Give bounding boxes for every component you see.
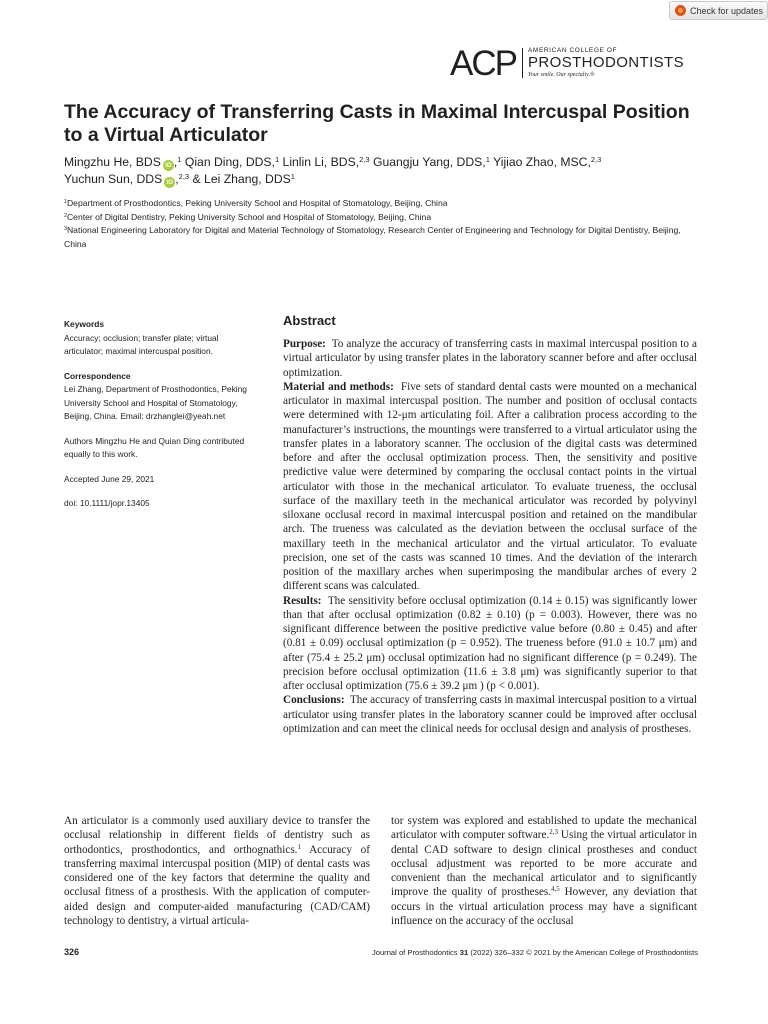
citation-details: (2022) 326–332 © 2021 by the American College of Prosthodontists bbox=[470, 948, 698, 957]
conclusions-label: Conclusions: bbox=[283, 694, 345, 707]
abstract-conclusions bbox=[283, 693, 697, 736]
abstract-body bbox=[283, 337, 697, 736]
author-name: Mingzhu He, BDS bbox=[64, 155, 161, 169]
doi-link[interactable]: doi: 10.1111/jopr.13405 bbox=[64, 498, 150, 508]
affiliation-text: Department of Prosthodontics, Peking University School and Hospital of Stomatology, Beijing, China bbox=[66, 198, 448, 208]
keywords-text: Accuracy; occlusion; transfer plate; virtual articulator; maximal intercuspal position. bbox=[64, 332, 219, 356]
orcid-icon[interactable]: iD bbox=[164, 177, 175, 188]
affiliation-text: Center of Digital Dentistry, Peking University School and Hospital of Stomatology, Beijing, China bbox=[66, 211, 432, 222]
logo-divider bbox=[522, 48, 523, 78]
orcid-icon[interactable]: iD bbox=[163, 160, 174, 171]
body-column-right bbox=[391, 814, 697, 928]
correspondence-heading: Correspondence bbox=[64, 370, 131, 381]
correspondence-block bbox=[64, 370, 254, 424]
purpose-label: Purpose: bbox=[283, 338, 326, 350]
logo-college: AMERICAN COLLEGE OF bbox=[528, 47, 618, 54]
check-for-updates-label: Check for updates bbox=[690, 5, 764, 16]
conclusions-text: The accuracy of transferring casts in maximal intercuspal position to a virtual articulator using transfer plates in the laboratory scanner could be improved after occlusal optimization and can meet the clinical needs for occlusal design and analysis of prostheses. bbox=[283, 694, 697, 735]
logo-name: PROSTHODONTISTS bbox=[528, 54, 685, 71]
logo-tagline: Your smile. Our specialty.® bbox=[528, 72, 595, 78]
author-affiliation-sup: 2,3 bbox=[359, 154, 370, 164]
abstract-methods bbox=[283, 380, 697, 594]
affiliation-text: National Engineering Laboratory for Digital and Material Technology of Stomatology, Research Center of Engineering and Technology for Digital Dentistry, Beijing, China bbox=[64, 225, 681, 250]
crossmark-icon bbox=[675, 5, 686, 16]
body-text: However, any deviation that occurs in the virtual articulation process may have a significant influence on the accuracy of the occlusal bbox=[391, 886, 697, 927]
author-affiliation-sup: 1 bbox=[274, 154, 280, 164]
logo-mark: ACP bbox=[450, 44, 516, 83]
body-column-left bbox=[64, 814, 370, 928]
author-affiliation-sup: 1 bbox=[177, 154, 182, 164]
journal-volume: 31 bbox=[459, 948, 469, 957]
abstract-purpose bbox=[283, 337, 697, 380]
affiliation-list bbox=[64, 197, 704, 252]
keywords-heading: Keywords bbox=[64, 319, 105, 329]
equal-contribution-note: Authors Mingzhu He and Quian Ding contributed equally to this work. bbox=[64, 435, 245, 459]
abstract-heading: Abstract bbox=[283, 313, 336, 328]
article-sidebar bbox=[64, 318, 254, 522]
reference-sup[interactable]: 1 bbox=[297, 842, 301, 851]
author-name: Qian Ding, DDS, bbox=[184, 155, 275, 169]
affiliation bbox=[64, 224, 704, 251]
journal-name: Journal of Prosthodontics bbox=[371, 948, 458, 957]
footer-citation bbox=[372, 948, 698, 957]
body-text: Using the virtual articulator in dental CAD software to design clinical prostheses and conduct occlusal adjustment was reported to be more accurate and convenient than the mechanical articulator and to significantly improve the quality of prostheses. bbox=[391, 829, 697, 899]
author-name: & Lei Zhang, DDS bbox=[192, 172, 291, 186]
reference-sup[interactable]: 4,5 bbox=[551, 885, 560, 894]
author-affiliation-sup: 1 bbox=[485, 154, 490, 164]
body-text: tor system was explored and established to update the mechanical articulator with computer software. bbox=[391, 815, 697, 842]
keywords-block bbox=[64, 318, 254, 359]
methods-text: Five sets of standard dental casts were mounted on a mechanical articulator in maximal intercuspal position. The number and position of occlusal contacts were determined with 12-μm articulating foil. After a calibration process according to the manufacturer’s instructions, the mountings were transferred to a virtual articulator using the transfer plates in a laboratory scanner. The occlusion of the digital casts was determined before and after the occlusal optimization process. Then, the sensitivity and positive predictive value were determined by comparing the occlusal contact points in the virtual articulator with those in the mechanical articulator. To evaluate trueness, the occlusal surface of the maxillary teeth in the mechanical articulator was recorded by polyvinyl siloxane occlusal record in maximal intercuspal position and retained on the mandibular arch. The trueness was calculated as the deviation between the occlusal surface of the maxillary teeth in the mechanical articulator and the virtual articulator. To evaluate precision, one set of the casts was scanned 10 times. And the deviation of the interarch position of the maxillary arches when superimposing the mandibular arches of every 2 different scans was calculated. bbox=[283, 380, 697, 593]
results-label: Results: bbox=[283, 594, 322, 607]
author-affiliation-sup: 1 bbox=[290, 171, 295, 181]
reference-sup[interactable]: 2,3 bbox=[549, 828, 558, 837]
author-affiliation-sup: 2,3 bbox=[590, 154, 602, 164]
affiliation-number: 3 bbox=[64, 226, 67, 233]
author-affiliation-sup: 2,3 bbox=[178, 171, 190, 181]
purpose-text: To analyze the accuracy of transferring casts in maximal intercuspal position to a virtual articulator by using transfer plates in the laboratory scanner before and after occlusal optimization. bbox=[283, 338, 697, 379]
results-text: The sensitivity before occlusal optimization (0.14 ± 0.15) was significantly lower than that after occlusal optimization (0.82 ± 0.10) (p = 0.003). However, there was no significant difference between the positive predictive value before (0.80 ± 0.45) and after (0.81 ± 0.09) occlusal optimization (p = 0.952). The trueness before (91.0 ± 10.7 μm) and after (75.4 ± 25.2 μm) occlusal optimization had no significant difference (p = 0.249). The precision before occlusal optimization (11.6 ± 3.8 μm) was significantly superior to that after occlusal optimization (75.6 ± 39.2 μm ) (p < 0.001). bbox=[283, 594, 697, 692]
accepted-date: Accepted June 29, 2021 bbox=[64, 473, 155, 484]
abstract-results bbox=[283, 594, 697, 694]
author-name: Linlin Li, BDS, bbox=[282, 155, 360, 169]
author-name: Yuchun Sun, DDS bbox=[64, 172, 163, 186]
check-for-updates-button[interactable] bbox=[669, 1, 768, 20]
page-number: 326 bbox=[64, 947, 80, 957]
author-list: Mingzhu He, BDS iD ,$^1$ Qian Ding, DDS,$^1$ Linlin Li, BDS,$^{2,3}$ Guangju Yang, DDS,$^1$ Yijiao Zhao, MSC,$^{2,3}$ Yuchun Sun, DDS iD ,$^{2,3}$ & Lei Zhang, DDS$^1$ bbox=[64, 154, 602, 186]
author-name: Guangju Yang, DDS, bbox=[372, 155, 486, 169]
affiliation bbox=[64, 211, 704, 225]
journal-logo bbox=[450, 44, 700, 84]
methods-label: Material and methods: bbox=[283, 380, 394, 393]
author-name: Yijiao Zhao, MSC, bbox=[493, 155, 591, 169]
affiliation-number: 1 bbox=[64, 199, 67, 206]
body-text: Accuracy of transferring maximal intercuspal position (MIP) of dental casts was considered one of the key factors that determine the quality and occlusal fitness of a prosthesis. With the application of computer-aided design and computer-aided manufacturing (CAD/CAM) technology to dentistry, a virtual articula- bbox=[64, 843, 370, 927]
correspondence-text: Lei Zhang, Department of Prosthodontics, Peking University School and Hospital of Stomatology, Beijing, China. Email: drzhanglei@yeah.net bbox=[64, 384, 247, 421]
body-text: An articulator is a commonly used auxiliary device to transfer the occlusal relationship in different fields of dentistry such as orthodontics, prosthodontics, and orthognathics. bbox=[64, 815, 370, 856]
affiliation-number: 2 bbox=[64, 212, 67, 219]
affiliation bbox=[64, 197, 704, 211]
article-title: The Accuracy of Transferring Casts in Maximal Intercuspal Position to a Virtual Articulator bbox=[64, 101, 690, 146]
